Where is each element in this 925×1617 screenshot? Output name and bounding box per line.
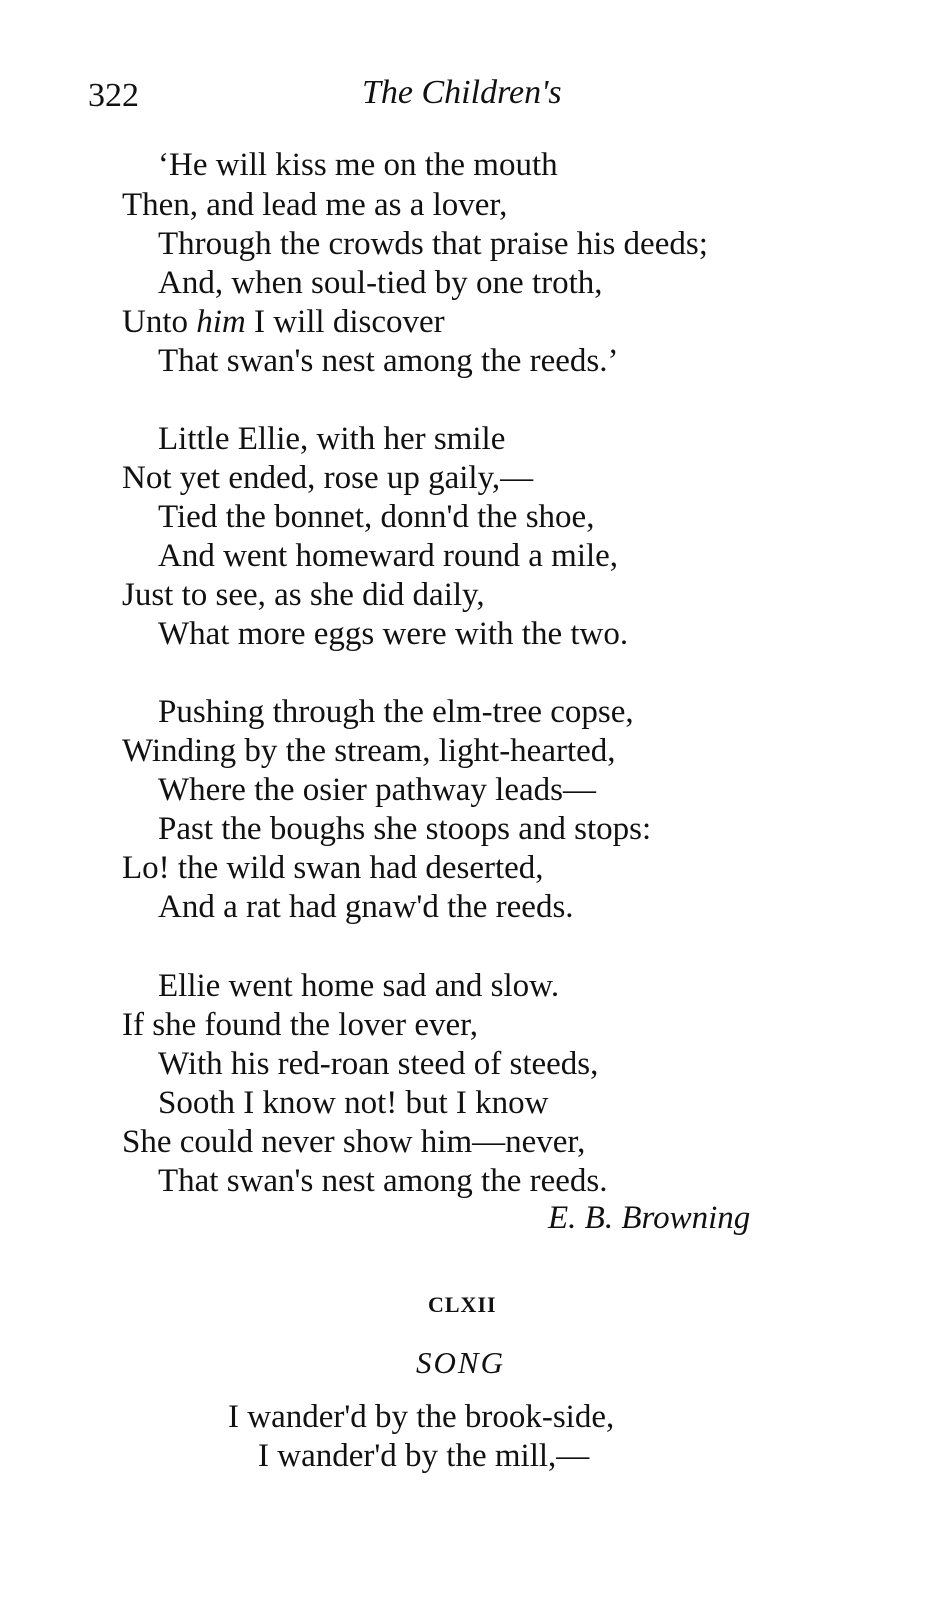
poem-line: With his red-roan steed of steeds, xyxy=(158,1046,599,1082)
poem-line: If she found the lover ever, xyxy=(122,1007,479,1043)
poem-line-part: Unto xyxy=(122,304,197,340)
poem-line: Then, and lead me as a lover, xyxy=(122,187,508,223)
poem-line: ‘He will kiss me on the mouth xyxy=(158,147,558,183)
poem-number: CLXII xyxy=(428,1292,497,1317)
poem-line: Where the osier pathway leads— xyxy=(158,772,596,808)
poem-line: That swan's nest among the reeds. xyxy=(158,1163,608,1199)
poem-line: I wander'd by the mill,— xyxy=(258,1438,590,1474)
poem-line: Through the crowds that praise his deeds; xyxy=(158,226,708,262)
poem-line: And, when soul-tied by one troth, xyxy=(158,265,603,301)
poem-line: What more eggs were with the two. xyxy=(158,616,629,652)
poem-line: She could never show him—never, xyxy=(122,1124,586,1160)
emphasized-word: him xyxy=(196,304,246,340)
running-title: The Children's xyxy=(362,74,562,111)
poem-line: Pushing through the elm-tree copse, xyxy=(158,694,634,730)
poem-line: Not yet ended, rose up gaily,— xyxy=(122,460,534,496)
poem-line-emphasis xyxy=(122,302,445,342)
poem-line: And went homeward round a mile, xyxy=(158,538,619,574)
poem-title: SONG xyxy=(416,1345,505,1380)
poem-line-part: I will discover xyxy=(245,304,445,340)
poem-line: Little Ellie, with her smile xyxy=(158,421,506,457)
poem-line: Ellie went home sad and slow. xyxy=(158,968,560,1004)
poem-line: Sooth I know not! but I know xyxy=(158,1085,549,1121)
poem-line: Just to see, as she did daily, xyxy=(122,577,485,613)
poem-line: That swan's nest among the reeds.’ xyxy=(158,343,619,379)
poem-line: Winding by the stream, light-hearted, xyxy=(122,733,616,769)
poem-line: I wander'd by the brook-side, xyxy=(228,1399,615,1435)
poem-line: And a rat had gnaw'd the reeds. xyxy=(158,889,574,925)
poem-line: Lo! the wild swan had deserted, xyxy=(122,850,544,886)
poem-line: Past the boughs she stoops and stops: xyxy=(158,811,652,847)
page-number: 322 xyxy=(88,77,139,114)
author-attribution: E. B. Browning xyxy=(548,1200,751,1236)
poem-line: Tied the bonnet, donn'd the shoe, xyxy=(158,499,595,535)
